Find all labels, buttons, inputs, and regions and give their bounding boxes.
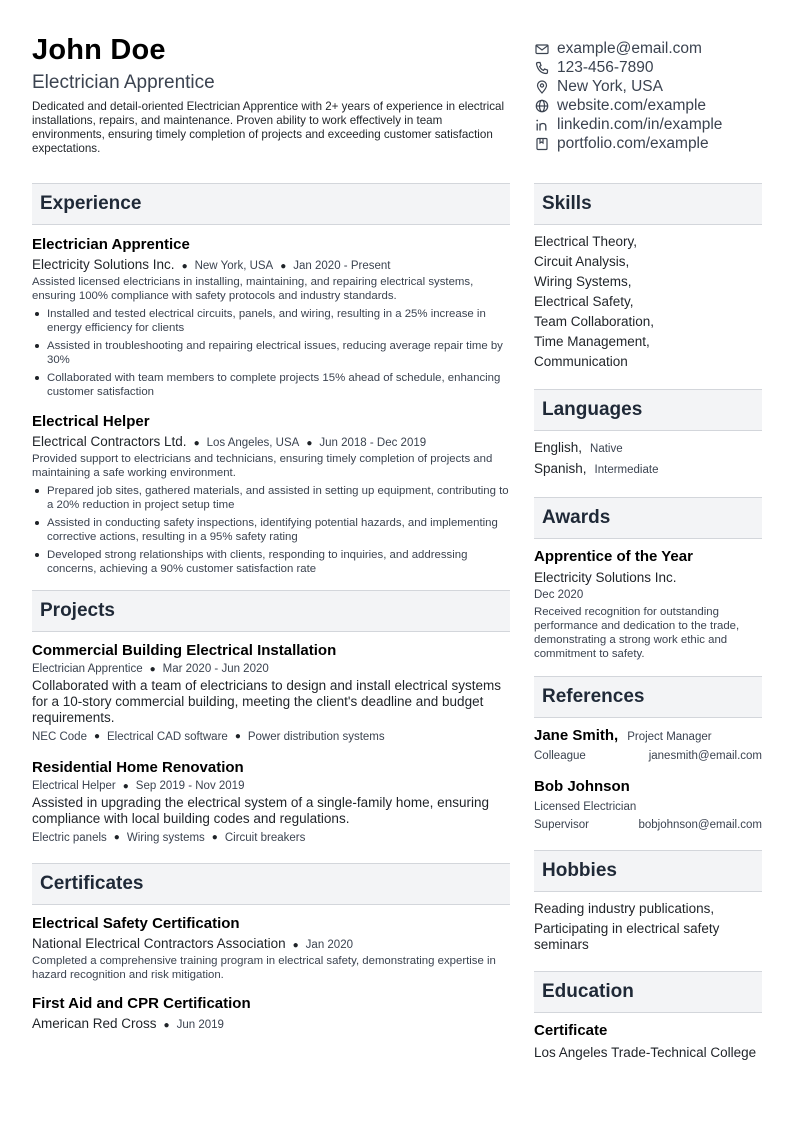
list-item: Developed strong relationships with clients, responding to inquiries, and addressing concerns, achieving a 90% customer satisfaction rate (32, 548, 510, 576)
contact-list (534, 39, 764, 153)
education-heading: Education (534, 971, 762, 1013)
job-bullets (32, 307, 510, 399)
project-title: Residential Home Renovation (32, 759, 244, 776)
hobby-item: Participating in electrical safety seminars (534, 921, 720, 952)
contact-location-text: New York, USA (557, 77, 663, 95)
awards-heading: Awards (534, 497, 762, 539)
list-item: Assisted in conducting safety inspections, identifying potential hazards, and implementing corrective actions, resulting in a 95% safety rating (32, 516, 510, 544)
candidate-title: Electrician Apprentice (32, 72, 215, 93)
project-description: Assisted in upgrading the electrical system of a single-family home, ensuring compliance with local building codes and regulations. (32, 795, 489, 826)
contact-phone-text[interactable]: 123-456-7890 (557, 58, 654, 76)
award-date: Dec 2020 (534, 589, 584, 601)
education-school: Los Angeles Trade-Technical College (534, 1045, 757, 1060)
reference-header (534, 778, 762, 795)
certificate-item (32, 995, 510, 1031)
project-tag: Electric panels (32, 832, 107, 844)
reference-role: Project Manager (627, 731, 712, 743)
skill-item: Electrical Theory, (534, 234, 638, 249)
certificate-meta (32, 936, 510, 951)
skill-item: Team Collaboration, (534, 314, 655, 329)
hobby-item: Reading industry publications, (534, 901, 715, 916)
globe-icon (534, 99, 550, 113)
project-meta (32, 780, 510, 792)
project-tag: Electrical CAD software (107, 731, 228, 743)
languages-list (534, 438, 762, 480)
reference-contact (534, 819, 762, 831)
certificate-meta (32, 1016, 510, 1031)
skill-item: Communication (534, 354, 628, 369)
reference-name: Jane Smith, (534, 727, 619, 744)
separator-dot: ● (93, 731, 101, 742)
summary: Dedicated and detail-oriented Electrician Apprentice with 2+ years of experience in electrical installations, repairs, and maintenance. Proven ability to work effectively in team environments, ensuring timely completion of projects and exceeding customer satisfaction expectations. (32, 100, 505, 155)
job-meta (32, 257, 510, 272)
certificate-date: Jun 2019 (176, 1019, 224, 1031)
skills-heading: Skills (534, 183, 762, 225)
job-dates: Jan 2020 - Present (293, 260, 391, 272)
contact-linkedin-text[interactable]: linkedin.com/in/example (557, 115, 723, 133)
resume-page (32, 0, 762, 1123)
contact-website-text[interactable]: website.com/example (557, 96, 707, 114)
reference-email[interactable]: janesmith@email.com (648, 750, 762, 762)
contact-portfolio[interactable] (534, 134, 764, 153)
references-heading: References (534, 676, 762, 718)
certificate-title: Electrical Safety Certification (32, 915, 240, 932)
candidate-name: John Doe (32, 34, 166, 66)
separator-dot: ● (122, 781, 129, 792)
skill-item: Time Management, (534, 334, 650, 349)
projects-heading: Projects (32, 590, 510, 632)
skill-item: Circuit Analysis, (534, 254, 630, 269)
separator-dot: ● (234, 731, 241, 742)
contact-email-text[interactable]: example@email.com (557, 39, 702, 57)
certificate-title: First Aid and CPR Certification (32, 995, 251, 1012)
separator-dot: ● (306, 438, 313, 449)
project-tag: Wiring systems (126, 832, 205, 844)
project-description: Collaborated with a team of electricians to design and install electrical systems for a 10-story commercial building, meeting the client's deadline and budget requirements. (32, 678, 501, 725)
project-tag: Power distribution systems (247, 731, 385, 743)
job-company: Electricity Solutions Inc. (32, 257, 175, 272)
job-title: Electrician Apprentice (32, 236, 190, 253)
linkedin-icon (534, 118, 550, 132)
certificate-description: Completed a comprehensive training program in electrical safety, demonstrating expertise in hazard recognition and risk mitigation. (32, 955, 496, 981)
phone-icon (534, 61, 550, 75)
contact-linkedin[interactable] (534, 115, 764, 134)
award-item (534, 548, 762, 661)
project-tag: Circuit breakers (224, 832, 306, 844)
project-role: Electrical Helper (32, 780, 116, 792)
language-item (534, 459, 762, 480)
award-issuer: Electricity Solutions Inc. (534, 570, 677, 585)
list-item: Assisted in troubleshooting and repairing electrical issues, reducing average repair time by 30% (32, 339, 510, 367)
project-tag: NEC Code (32, 731, 87, 743)
certificate-item (32, 915, 510, 982)
list-item: Collaborated with team members to complete projects 15% ahead of schedule, enhancing customer satisfaction (32, 371, 510, 399)
experience-item (32, 236, 510, 399)
hobbies-list (534, 901, 762, 953)
skill-item: Electrical Safety, (534, 294, 634, 309)
certificate-issuer: National Electrical Contractors Association (32, 936, 286, 951)
contact-email[interactable] (534, 39, 764, 58)
hobbies-heading: Hobbies (534, 850, 762, 892)
separator-dot: ● (292, 940, 299, 951)
project-item (32, 642, 510, 743)
language-level: Native (590, 443, 623, 455)
skill-item: Wiring Systems, (534, 274, 632, 289)
portfolio-icon (534, 137, 550, 151)
award-description: Received recognition for outstanding performance and dedication to the trade, demonstrating a strong work ethic and commitment to safety. (534, 606, 740, 660)
project-tags (32, 832, 510, 844)
header (32, 33, 512, 156)
language-item (534, 438, 762, 459)
reference-item (534, 727, 762, 762)
project-role: Electrician Apprentice (32, 663, 143, 675)
location-icon (534, 80, 550, 94)
language-name: Spanish, (534, 461, 587, 476)
main-column (32, 183, 510, 1031)
job-dates: Jun 2018 - Dec 2019 (319, 437, 427, 449)
job-title: Electrical Helper (32, 413, 150, 430)
certificates-heading: Certificates (32, 863, 510, 905)
separator-dot: ● (113, 832, 120, 843)
language-name: English, (534, 440, 583, 455)
job-location: New York, USA (194, 260, 274, 272)
reference-relation: Supervisor (534, 819, 589, 831)
reference-role: Licensed Electrician (534, 801, 637, 813)
project-item (32, 759, 510, 844)
separator-dot: ● (193, 438, 200, 449)
separator-dot: ● (211, 832, 218, 843)
reference-name: Bob Johnson (534, 778, 630, 795)
education-degree: Certificate (534, 1022, 608, 1039)
job-company: Electrical Contractors Ltd. (32, 434, 187, 449)
project-title: Commercial Building Electrical Installation (32, 642, 337, 659)
separator-dot: ● (149, 664, 156, 675)
reference-relation: Colleague (534, 750, 586, 762)
reference-email[interactable]: bobjohnson@email.com (638, 819, 762, 831)
experience-item (32, 413, 510, 576)
contact-website[interactable] (534, 96, 764, 115)
language-level: Intermediate (594, 464, 659, 476)
job-meta (32, 434, 510, 449)
side-column (534, 183, 762, 1061)
reference-contact (534, 750, 762, 762)
skills-list (534, 232, 762, 372)
certificate-date: Jan 2020 (305, 939, 353, 951)
separator-dot: ● (280, 261, 287, 272)
reference-item (534, 778, 762, 831)
separator-dot: ● (163, 1020, 170, 1031)
project-tags (32, 731, 510, 743)
contact-portfolio-text[interactable]: portfolio.com/example (557, 134, 709, 152)
separator-dot: ● (181, 261, 188, 272)
experience-heading: Experience (32, 183, 510, 225)
mail-icon (534, 42, 550, 56)
job-description: Provided support to electricians and technicians, ensuring timely completion of projects and maintaining a safe working environment. (32, 453, 493, 479)
job-bullets (32, 484, 510, 576)
list-item: Prepared job sites, gathered materials, and assisted in setting up equipment, contributing to a 20% reduction in project setup time (32, 484, 510, 512)
reference-header (534, 727, 762, 744)
project-dates: Sep 2019 - Nov 2019 (135, 780, 245, 792)
languages-heading: Languages (534, 389, 762, 431)
contact-location (534, 77, 764, 96)
job-location: Los Angeles, USA (206, 437, 300, 449)
education-item (534, 1022, 762, 1061)
job-description: Assisted licensed electricians in installing, maintaining, and repairing electrical systems, ensuring 100% compliance with safety protocols and industry standards. (32, 276, 474, 302)
project-meta (32, 663, 510, 675)
certificate-issuer: American Red Cross (32, 1016, 157, 1031)
award-title: Apprentice of the Year (534, 548, 693, 565)
list-item: Installed and tested electrical circuits, panels, and wiring, resulting in a 25% increase in energy efficiency for clients (32, 307, 510, 335)
contact-phone[interactable] (534, 58, 764, 77)
project-dates: Mar 2020 - Jun 2020 (162, 663, 269, 675)
